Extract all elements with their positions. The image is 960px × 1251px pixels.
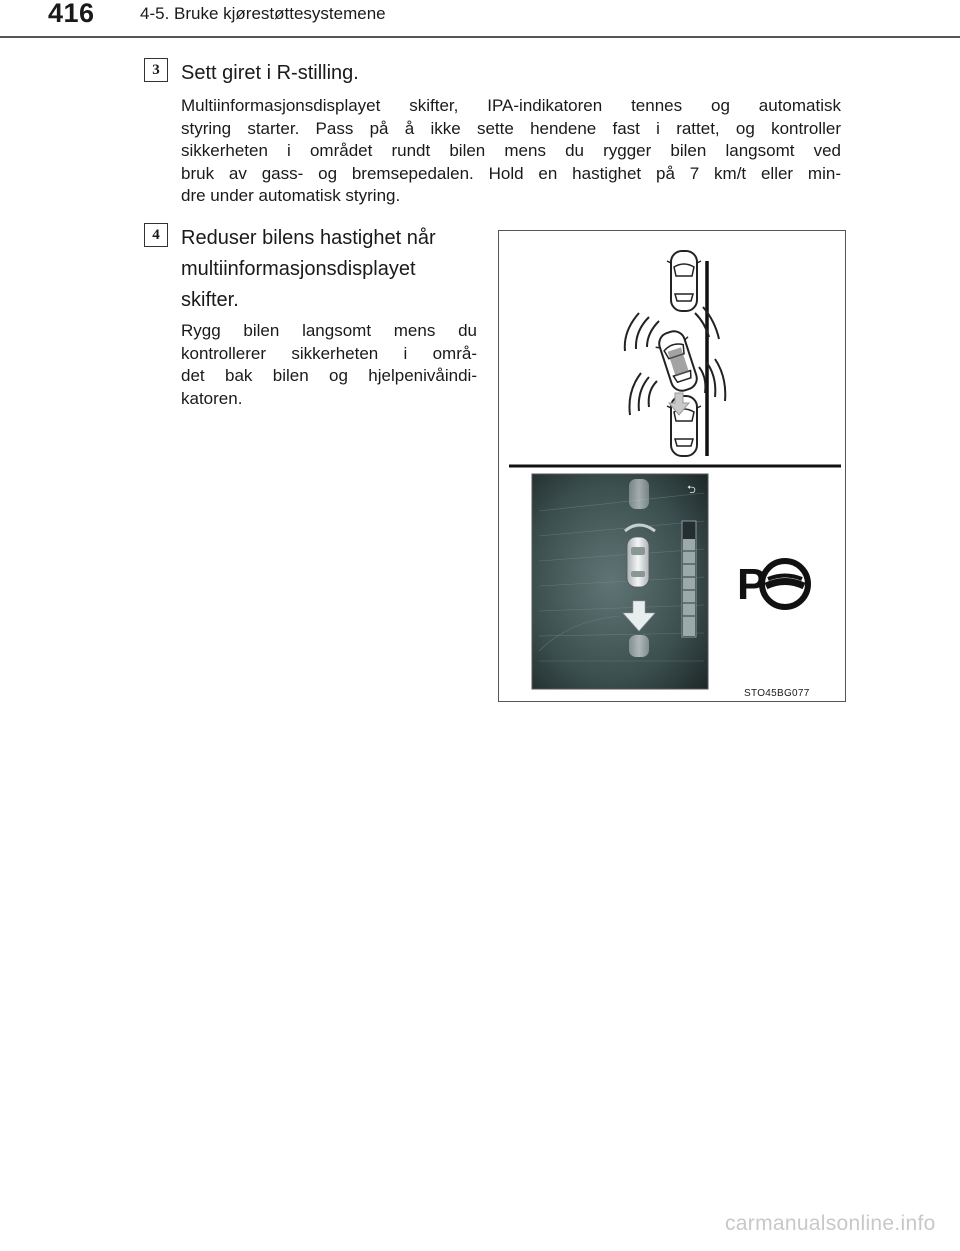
step-3-body-line: bruk av gass- og bremsepedalen. Hold en hastighet på 7 km/t eller min- xyxy=(181,163,841,183)
multi-information-display xyxy=(532,474,708,689)
step-3-body-line: dre under automatisk styring. xyxy=(181,186,401,205)
target-car-front xyxy=(629,479,649,509)
step-4-heading xyxy=(181,223,436,316)
illustration-frame xyxy=(498,230,846,702)
step-4-body xyxy=(181,320,477,410)
step-4-heading-line: multiinformasjonsdisplayet xyxy=(181,258,416,280)
step-4-heading-line: Reduser bilens hastighet når xyxy=(181,227,436,249)
parking-illustration xyxy=(499,231,844,700)
section-title: 4-5. Bruke kjørestøttesystemene xyxy=(140,4,386,23)
step-4-body-line: det bak bilen og hjelpenivåindi- xyxy=(181,366,477,385)
step-3-heading xyxy=(181,58,359,88)
step-3-body-line: styring starter. Pass på å ikke sette hendene fast i rattet, og kontroller xyxy=(181,118,841,138)
step-4-body-line: Rygg bilen langsomt mens du xyxy=(181,321,477,340)
assist-level-bar xyxy=(682,521,696,637)
step-3-body-line: Multiinformasjonsdisplayet skifter, IPA-indikatoren tennes og automatisk xyxy=(181,96,841,115)
figure-caption: STO45BG077 xyxy=(744,688,810,699)
ipa-indicator-icon xyxy=(737,560,808,609)
ipa-indicator-letter: P xyxy=(737,560,767,609)
step-3-badge: 3 xyxy=(144,58,168,82)
step-4-heading-line: skifter. xyxy=(181,289,239,311)
step-3-body-line: sikkerheten i området rundt bilen mens du rygger bilen langsomt ved xyxy=(181,141,841,160)
header-rule xyxy=(0,36,960,38)
step-3-body xyxy=(181,95,841,208)
step-4-body-line: kontrollerer sikkerheten i områ- xyxy=(181,343,477,363)
step-4-body-line: katoren. xyxy=(181,388,243,408)
own-car-icon xyxy=(627,537,649,587)
step-3-heading-line: Sett giret i R-stilling. xyxy=(181,62,359,84)
page-number: 416 xyxy=(48,0,95,28)
target-car-rear xyxy=(629,635,649,657)
svg-text:⮌: ⮌ xyxy=(687,484,696,496)
step-4-badge: 4 xyxy=(144,223,168,247)
parking-scene xyxy=(625,251,726,456)
watermark: carmanualsonline.info xyxy=(725,1212,936,1235)
